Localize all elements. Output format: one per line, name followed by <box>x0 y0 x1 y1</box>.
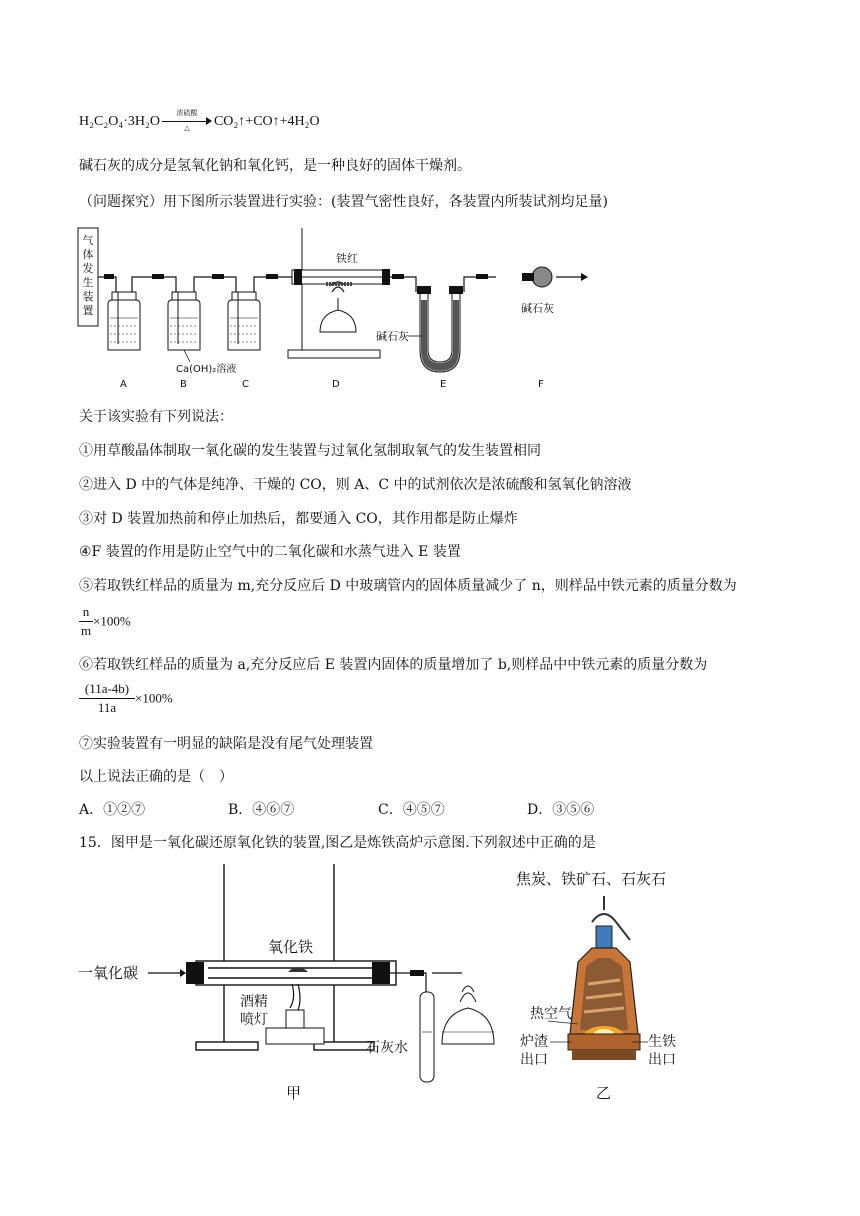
caption-jia: 甲 <box>286 1084 302 1102</box>
equation-right: CO₂↑+CO↑+4H₂O <box>213 114 320 129</box>
caoh2-label: Ca(OH)₂溶液 <box>176 364 237 375</box>
apparatus-figure-jia <box>76 862 496 1102</box>
iron-red-label: 铁红 <box>336 252 358 265</box>
equation-left: H₂C₂O₄·3H₂O <box>79 114 160 129</box>
reaction-arrow <box>162 108 212 132</box>
iron-oxide-label: 氧化铁 <box>268 938 314 956</box>
option-c[interactable]: C．④⑤⑦ <box>378 802 445 818</box>
fraction-6-tail: ×100% <box>135 690 173 706</box>
limewater-label: 石灰水 <box>366 1040 408 1056</box>
question-15: 15．图甲是一氧化碳还原氧化铁的装置,图乙是炼铁高炉示意图.下列叙述中正确的是 <box>79 835 596 851</box>
option-a[interactable]: A．①②⑦ <box>79 802 146 818</box>
fraction-6-num: (11a-4b) <box>84 681 130 696</box>
label-e: E <box>440 379 447 390</box>
fraction-5-tail: ×100% <box>93 613 131 629</box>
statement-3: ③对 D 装置加热前和停止加热后，都要通入 CO，其作用都是防止爆炸 <box>79 511 518 527</box>
label-d: D <box>332 379 340 390</box>
generator-label: 气体发生装置 <box>82 234 94 317</box>
arrow-catalyst: 浓硫酸 <box>176 108 198 117</box>
label-c: C <box>242 379 249 390</box>
lamp-label-2: 喷灯 <box>240 1012 268 1028</box>
statement-5: ⑤若取铁红样品的质量为 m,充分反应后 D 中玻璃管内的固体质量减少了 n，则样品中铁元素的质量分数为 <box>79 578 737 594</box>
fraction-5-den: m <box>80 623 92 638</box>
soda-lime-e-label: 碱石灰 <box>376 330 409 343</box>
statements-intro: 关于该实验有下列说法： <box>79 409 233 425</box>
statement-6: ⑥若取铁红样品的质量为 a,充分反应后 E 装置内固体的质量增加了 b,则样品中中铁元素的质量分数为 <box>79 657 708 673</box>
fraction-6-den: 11a <box>97 700 117 715</box>
option-d[interactable]: D．③⑤⑥ <box>527 802 595 818</box>
statement-4: ④F 装置的作用是防止空气中的二氧化碳和水蒸气进入 E 装置 <box>79 544 461 560</box>
iron-label-1: 生铁 <box>648 1034 676 1050</box>
fraction-5 <box>79 604 131 639</box>
statement-1: ①用草酸晶体制取一氧化碳的发生装置与过氧化氢制取氧气的发生装置相同 <box>79 443 541 459</box>
soda-lime-f-label: 碱石灰 <box>521 302 554 315</box>
fraction-5-num: n <box>82 604 90 619</box>
slag-label-1: 炉渣 <box>520 1034 548 1050</box>
inquiry-text: （问题探究）用下图所示装置进行实验：(装置气密性良好，各装置内所装试剂均足量) <box>79 194 608 210</box>
iron-label-2: 出口 <box>648 1052 676 1068</box>
statement-2: ②进入 D 中的气体是纯净、干燥的 CO，则 A、C 中的试剂依次是浓硫酸和氢氧化钠溶液 <box>79 477 632 493</box>
soda-lime-text: 碱石灰的成分是氢氧化钠和氧化钙，是一种良好的固体干燥剂。 <box>79 158 471 174</box>
option-b[interactable]: B．④⑥⑦ <box>228 802 295 818</box>
statement-7: ⑦实验装置有一明显的缺陷是没有尾气处理装置 <box>79 736 373 752</box>
blast-furnace-figure <box>512 866 712 1104</box>
label-f: F <box>538 379 544 390</box>
co-label: 一氧化碳 <box>78 964 139 982</box>
lamp-label-1: 酒精 <box>240 994 268 1010</box>
fraction-6 <box>79 681 173 716</box>
caption-yi: 乙 <box>596 1084 612 1102</box>
question-prompt: 以上说法正确的是（ ） <box>79 769 233 785</box>
slag-label-2: 出口 <box>520 1052 548 1068</box>
label-b: B <box>180 379 187 390</box>
label-a: A <box>120 379 127 390</box>
hot-air-label: 热空气 <box>530 1006 572 1022</box>
raw-material-label: 焦炭、铁矿石、石灰石 <box>516 870 667 888</box>
reaction-equation <box>79 108 320 132</box>
arrow-condition: △ <box>184 123 190 132</box>
apparatus-figure-1 <box>76 222 596 394</box>
